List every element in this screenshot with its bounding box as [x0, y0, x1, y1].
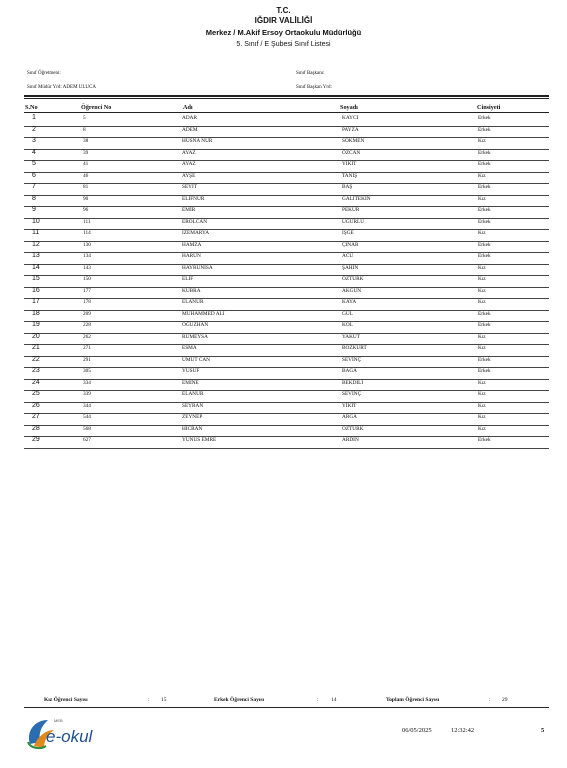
cell-ogrenci-no: 130 [83, 241, 91, 248]
cell-soyadi: ŞAHİN [342, 264, 359, 271]
cell-adi: ZEYNEP [182, 414, 203, 420]
cell-adi: RUMEYSA [182, 333, 208, 340]
cell-adi: ELİFNUR [182, 195, 205, 202]
cell-soyadi: KAYCI [342, 115, 359, 121]
cell-ogrenci-no: 568 [83, 425, 91, 432]
cell-soyadi: PEKÜR [342, 207, 360, 213]
cell-soyadi: KAYA [342, 299, 357, 305]
cell-adi: UMUT CAN [182, 356, 211, 363]
cell-adi: SEYRAN [182, 402, 204, 409]
cell-ogrenci-no: 41 [83, 161, 89, 167]
cell-soyadi: BAŞ [342, 184, 353, 190]
toplam-count-label: Toplam Öğrenci Sayısı [386, 697, 440, 703]
column-header-sno: S.No [25, 104, 38, 111]
cell-ogrenci-no: 291 [83, 356, 91, 363]
cell-soyadi: SEVİNÇ [342, 356, 362, 363]
cell-cinsiyeti: Kız [478, 287, 486, 294]
cell-ogrenci-no: 114 [83, 230, 91, 236]
cell-sno: 12 [32, 240, 40, 248]
cell-cinsiyeti: Kız [478, 345, 486, 351]
cell-sno: 4 [32, 148, 36, 156]
erkek-count-label: Erkek Öğrenci Sayısı [214, 697, 265, 703]
cell-adi: KÜBRA [182, 287, 201, 294]
cell-adi: AYAZ [182, 149, 196, 156]
cell-sno: 26 [32, 401, 40, 409]
cell-sno: 14 [32, 263, 40, 271]
cell-ogrenci-no: 111 [83, 218, 91, 225]
cell-ogrenci-no: 46 [83, 172, 89, 179]
header-school: Merkez / M.Akif Ersoy Ortaokulu Müdürlüğü [205, 28, 362, 37]
cell-ogrenci-no: 627 [83, 437, 91, 443]
meta-sinif-baskan-yrd: Sınıf Başkan Yrd: [296, 85, 332, 90]
meb-text: MEB [54, 718, 63, 723]
cell-soyadi: YİKİT [342, 161, 357, 167]
cell-cinsiyeti: Kız [478, 264, 486, 271]
cell-cinsiyeti: Erkek [478, 218, 491, 225]
kiz-count-value: 15 [161, 697, 167, 703]
cell-cinsiyeti: Kız [478, 230, 486, 236]
toplam-count-colon: : [489, 697, 491, 703]
cell-ogrenci-no: 90 [83, 195, 89, 202]
cell-cinsiyeti: Kız [478, 138, 486, 144]
cell-soyadi: BAGA [342, 368, 358, 374]
cell-sno: 6 [32, 171, 36, 179]
cell-cinsiyeti: Kız [478, 172, 486, 179]
cell-cinsiyeti: Erkek [478, 368, 491, 374]
cell-cinsiyeti: Erkek [478, 126, 491, 133]
cell-soyadi: GALİTEKİN [342, 195, 371, 202]
cell-sno: 1 [32, 114, 36, 121]
cell-ogrenci-no: 134 [83, 253, 91, 259]
cell-adi: SEYİT [182, 184, 198, 190]
cell-cinsiyeti: Erkek [478, 149, 491, 156]
divider-top-thick [24, 95, 549, 97]
cell-cinsiyeti: Erkek [478, 115, 491, 121]
cell-soyadi: AKGÜN [342, 287, 362, 294]
cell-sno: 20 [32, 332, 40, 340]
cell-sno: 17 [32, 298, 40, 305]
cell-sno: 24 [32, 378, 40, 386]
cell-adi: İZEMARYA [182, 230, 210, 236]
table-row [24, 436, 549, 449]
cell-ogrenci-no: 305 [83, 368, 91, 374]
cell-soyadi: YAKUT [342, 333, 360, 340]
kiz-count-colon: : [148, 697, 150, 703]
cell-soyadi: İŞGE [342, 230, 354, 236]
column-header-cinsiyeti: Cinsiyeti [477, 104, 501, 111]
cell-sno: 7 [32, 183, 36, 190]
cell-cinsiyeti: Kız [478, 414, 486, 420]
cell-sno: 28 [32, 424, 40, 432]
cell-ogrenci-no: 344 [83, 402, 91, 409]
kiz-count-label: Kız Öğrenci Sayısı [44, 697, 88, 703]
column-header-adi: Adı [183, 104, 193, 111]
cell-soyadi: KOL [342, 322, 353, 328]
cell-ogrenci-no: 150 [83, 276, 91, 282]
cell-sno: 11 [32, 229, 40, 236]
cell-cinsiyeti: Erkek [478, 184, 491, 190]
cell-adi: HÜSNA NUR [182, 138, 213, 144]
cell-adi: ADEM [182, 126, 198, 133]
cell-adi: ADAR [182, 115, 198, 121]
cell-soyadi: PAYZA [342, 126, 359, 133]
cell-adi: EMİNE [182, 379, 199, 386]
cell-sno: 19 [32, 321, 40, 328]
cell-cinsiyeti: Erkek [478, 310, 491, 317]
column-header-soyadi: Soyadı [340, 104, 358, 111]
meta-sinif-mudur-yrd: Sınıf Müdür Yrd: ADEM ULUCA [27, 85, 96, 90]
cell-ogrenci-no: 178 [83, 299, 91, 305]
cell-sno: 15 [32, 275, 40, 282]
header-tc: T.C. [276, 6, 291, 15]
cell-sno: 8 [32, 194, 36, 202]
cell-adi: HAMZA [182, 241, 202, 248]
cell-sno: 27 [32, 413, 40, 420]
cell-sno: 21 [32, 344, 40, 351]
cell-soyadi: ÖZTÜRK [342, 425, 364, 432]
cell-cinsiyeti: Kız [478, 299, 486, 305]
cell-soyadi: ÖZTÜRK [342, 276, 364, 282]
cell-ogrenci-no: 228 [83, 322, 91, 328]
cell-sno: 16 [32, 286, 40, 294]
cell-cinsiyeti: Kız [478, 391, 486, 397]
print-time: 12:32:42 [451, 727, 475, 734]
cell-adi: EMİR [182, 207, 196, 213]
cell-soyadi: ÇINAR [342, 241, 359, 248]
cell-ogrenci-no: 339 [83, 391, 91, 397]
header-valilik: IĞDIR VALİLİĞİ [254, 16, 313, 25]
column-header-ogrenci-no: Öğrenci No [81, 104, 112, 111]
cell-adi: MUHAMMED ALİ [182, 310, 225, 317]
cell-ogrenci-no: 334 [83, 379, 91, 386]
cell-soyadi: GÜL [342, 310, 353, 317]
cell-ogrenci-no: 39 [83, 149, 89, 156]
cell-cinsiyeti: Kız [478, 379, 486, 386]
cell-adi: YUSUF [182, 368, 200, 374]
cell-soyadi: ARDIN [342, 437, 359, 443]
cell-ogrenci-no: 38 [83, 138, 89, 144]
cell-sno: 2 [32, 125, 36, 133]
cell-ogrenci-no: 262 [83, 333, 91, 340]
cell-sno: 13 [32, 252, 40, 259]
cell-adi: ELANUR [182, 299, 204, 305]
e-okul-logo-mark [24, 712, 114, 752]
cell-cinsiyeti: Erkek [478, 241, 491, 248]
cell-cinsiyeti: Kız [478, 425, 486, 432]
cell-adi: EROLCAN [182, 218, 208, 225]
cell-cinsiyeti: Erkek [478, 207, 491, 213]
cell-adi: ELANUR [182, 391, 204, 397]
cell-soyadi: ACU [342, 253, 354, 259]
cell-sno: 18 [32, 309, 40, 317]
cell-adi: HARUN [182, 253, 201, 259]
cell-cinsiyeti: Kız [478, 333, 486, 340]
cell-ogrenci-no: 81 [83, 184, 89, 190]
cell-sno: 9 [32, 206, 36, 213]
print-date: 06/05/2025 [402, 727, 432, 734]
cell-adi: HAYRUNİSA [182, 264, 213, 271]
cell-soyadi: ÖZCAN [342, 149, 361, 156]
cell-adi: OĞUZHAN [182, 322, 209, 328]
e-okul-logo [24, 712, 114, 752]
cell-cinsiyeti: Erkek [478, 356, 491, 363]
cell-sno: 10 [32, 217, 40, 225]
cell-soyadi: UĞURLU [342, 218, 365, 225]
divider-top-thin [24, 98, 549, 99]
cell-ogrenci-no: 96 [83, 207, 89, 213]
cell-adi: YUNUS EMRE [182, 437, 217, 443]
cell-ogrenci-no: 209 [83, 310, 91, 317]
cell-soyadi: YİKİT [342, 402, 357, 409]
cell-ogrenci-no: 271 [83, 345, 91, 351]
cell-ogrenci-no: 5 [83, 115, 86, 121]
cell-adi: HİCRAN [182, 425, 203, 432]
cell-sno: 5 [32, 160, 36, 167]
cell-ogrenci-no: 8 [83, 126, 86, 133]
cell-cinsiyeti: Erkek [478, 253, 491, 259]
meta-sinif-baskani: Sınıf Başkanı: [296, 71, 325, 76]
cell-soyadi: TANIŞ [342, 172, 358, 179]
cell-sno: 22 [32, 355, 40, 363]
cell-sno: 23 [32, 367, 40, 374]
cell-adi: ELİF [182, 276, 194, 282]
cell-cinsiyeti: Kız [478, 402, 486, 409]
cell-cinsiyeti: Erkek [478, 437, 491, 443]
cell-cinsiyeti: Kız [478, 195, 486, 202]
cell-sno: 29 [32, 436, 40, 443]
cell-sno: 3 [32, 137, 36, 144]
cell-adi: ESMA [182, 345, 197, 351]
meta-sinif-ogretmeni: Sınıf Öğretmeni: [27, 71, 61, 76]
erkek-count-colon: : [317, 697, 319, 703]
erkek-count-value: 14 [331, 697, 337, 703]
cell-soyadi: ARGA [342, 414, 358, 420]
cell-ogrenci-no: 177 [83, 287, 91, 294]
cell-adi: AYAZ [182, 161, 196, 167]
cell-sno: 25 [32, 390, 40, 397]
cell-cinsiyeti: Kız [478, 276, 486, 282]
cell-ogrenci-no: 544 [83, 414, 91, 420]
page-title: 5. Sınıf / E Şubesi Sınıf Listesi [236, 41, 331, 48]
toplam-count-value: 29 [502, 697, 508, 703]
divider-footer [24, 707, 549, 708]
cell-ogrenci-no: 143 [83, 264, 91, 271]
e-okul-text: e-okul [46, 727, 93, 746]
cell-soyadi: SÖKMEN [342, 138, 365, 144]
cell-soyadi: SEVİNÇ [342, 391, 362, 397]
cell-soyadi: BOZKURT [342, 345, 367, 351]
cell-adi: AYŞE [182, 172, 196, 179]
cell-cinsiyeti: Erkek [478, 322, 491, 328]
page-number: 5 [541, 727, 545, 734]
cell-cinsiyeti: Erkek [478, 161, 491, 167]
cell-soyadi: BEKDİLİ [342, 379, 364, 386]
